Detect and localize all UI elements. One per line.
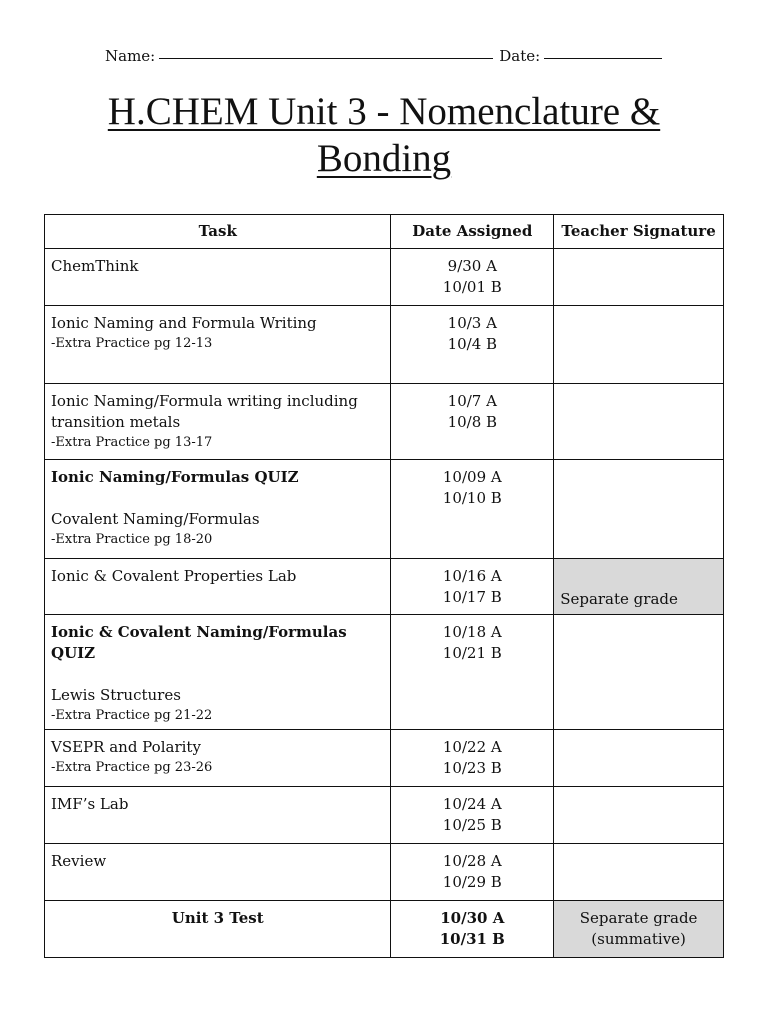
task-cell [45, 384, 391, 460]
date-label: Date: [499, 47, 541, 65]
date-b: 10/8 B [447, 413, 498, 431]
date-a: 10/18 A [442, 623, 502, 641]
task-cell [45, 460, 391, 559]
header-task: Task [45, 215, 391, 249]
date-cell [391, 559, 554, 615]
quiz-label: Ionic & Covalent Naming/Formulas QUIZ [51, 623, 347, 662]
task-cell [45, 615, 391, 730]
table-row [45, 559, 724, 615]
table-row [45, 844, 724, 901]
task-name: Lewis Structures [51, 686, 181, 704]
date-a: 10/30 A [440, 909, 505, 927]
signature-cell[interactable] [554, 460, 724, 559]
table-row [45, 460, 724, 559]
date-cell [391, 615, 554, 730]
task-cell [45, 844, 391, 901]
date-a: 10/24 A [442, 795, 502, 813]
name-date-line [105, 47, 665, 65]
date-a: 10/16 A [442, 567, 502, 585]
extra-practice: -Extra Practice pg 13-17 [51, 435, 213, 450]
date-b: 10/21 B [442, 644, 502, 662]
date-cell [391, 460, 554, 559]
date-cell [391, 901, 554, 958]
task-name: Ionic Naming and Formula Writing [51, 314, 317, 332]
signature-cell-shaded [554, 559, 724, 615]
table-row [45, 306, 724, 384]
date-cell [391, 384, 554, 460]
signature-cell[interactable] [554, 615, 724, 730]
table-row [45, 730, 724, 787]
task-cell [45, 249, 391, 306]
task-cell [45, 901, 391, 958]
signature-cell[interactable] [554, 249, 724, 306]
signature-cell[interactable] [554, 306, 724, 384]
date-a: 10/28 A [442, 852, 502, 870]
date-a: 10/7 A [447, 392, 497, 410]
date-b: 10/01 B [442, 278, 502, 296]
date-a: 10/09 A [442, 468, 502, 486]
header-teacher-signature: Teacher Signature [554, 215, 724, 249]
name-label: Name: [105, 47, 156, 65]
date-a: 10/3 A [447, 314, 497, 332]
task-cell [45, 559, 391, 615]
task-name: VSEPR and Polarity [51, 738, 201, 756]
task-name: Unit 3 Test [171, 909, 264, 927]
date-a: 10/22 A [442, 738, 502, 756]
table-row [45, 249, 724, 306]
name-blank[interactable] [159, 57, 493, 59]
table-row [45, 615, 724, 730]
task-name: Review [51, 852, 107, 870]
table-header-row [45, 215, 724, 249]
date-b: 10/10 B [442, 489, 502, 507]
task-name-line2: transition metals [51, 413, 181, 431]
date-cell [391, 306, 554, 384]
task-name: IMF’s Lab [51, 795, 129, 813]
quiz-label: Ionic Naming/Formulas QUIZ [51, 468, 299, 486]
date-b: 10/29 B [442, 873, 502, 891]
date-b: 10/17 B [442, 588, 502, 606]
signature-cell[interactable] [554, 787, 724, 844]
table-row [45, 901, 724, 958]
extra-practice: -Extra Practice pg 21-22 [51, 708, 213, 723]
table-row [45, 787, 724, 844]
task-table [44, 214, 724, 958]
task-name: ChemThink [51, 257, 139, 275]
date-b: 10/23 B [442, 759, 502, 777]
separate-grade-note: Separate grade [579, 909, 698, 927]
signature-cell[interactable] [554, 844, 724, 901]
signature-cell-shaded [554, 901, 724, 958]
date-blank[interactable] [544, 57, 662, 59]
date-b: 10/4 B [447, 335, 498, 353]
extra-practice: -Extra Practice pg 18-20 [51, 532, 213, 547]
date-cell [391, 844, 554, 901]
signature-cell[interactable] [554, 384, 724, 460]
task-name: Covalent Naming/Formulas [51, 510, 260, 528]
date-cell [391, 730, 554, 787]
extra-practice: -Extra Practice pg 12-13 [51, 336, 213, 351]
task-cell [45, 787, 391, 844]
separate-grade-note: Separate grade [560, 590, 678, 608]
extra-practice: -Extra Practice pg 23-26 [51, 760, 213, 775]
task-name: Ionic & Covalent Properties Lab [51, 567, 297, 585]
task-name-line1: Ionic Naming/Formula writing including [51, 392, 358, 410]
summative-note: (summative) [591, 930, 686, 948]
header-date-assigned: Date Assigned [391, 215, 554, 249]
date-b: 10/25 B [442, 816, 502, 834]
task-cell [45, 306, 391, 384]
signature-cell[interactable] [554, 730, 724, 787]
table-row [45, 384, 724, 460]
task-cell [45, 730, 391, 787]
page-title: H.CHEM Unit 3 - Nomenclature & Bonding [107, 90, 661, 180]
date-a: 9/30 A [447, 257, 497, 275]
date-b: 10/31 B [439, 930, 505, 948]
date-cell [391, 249, 554, 306]
date-cell [391, 787, 554, 844]
